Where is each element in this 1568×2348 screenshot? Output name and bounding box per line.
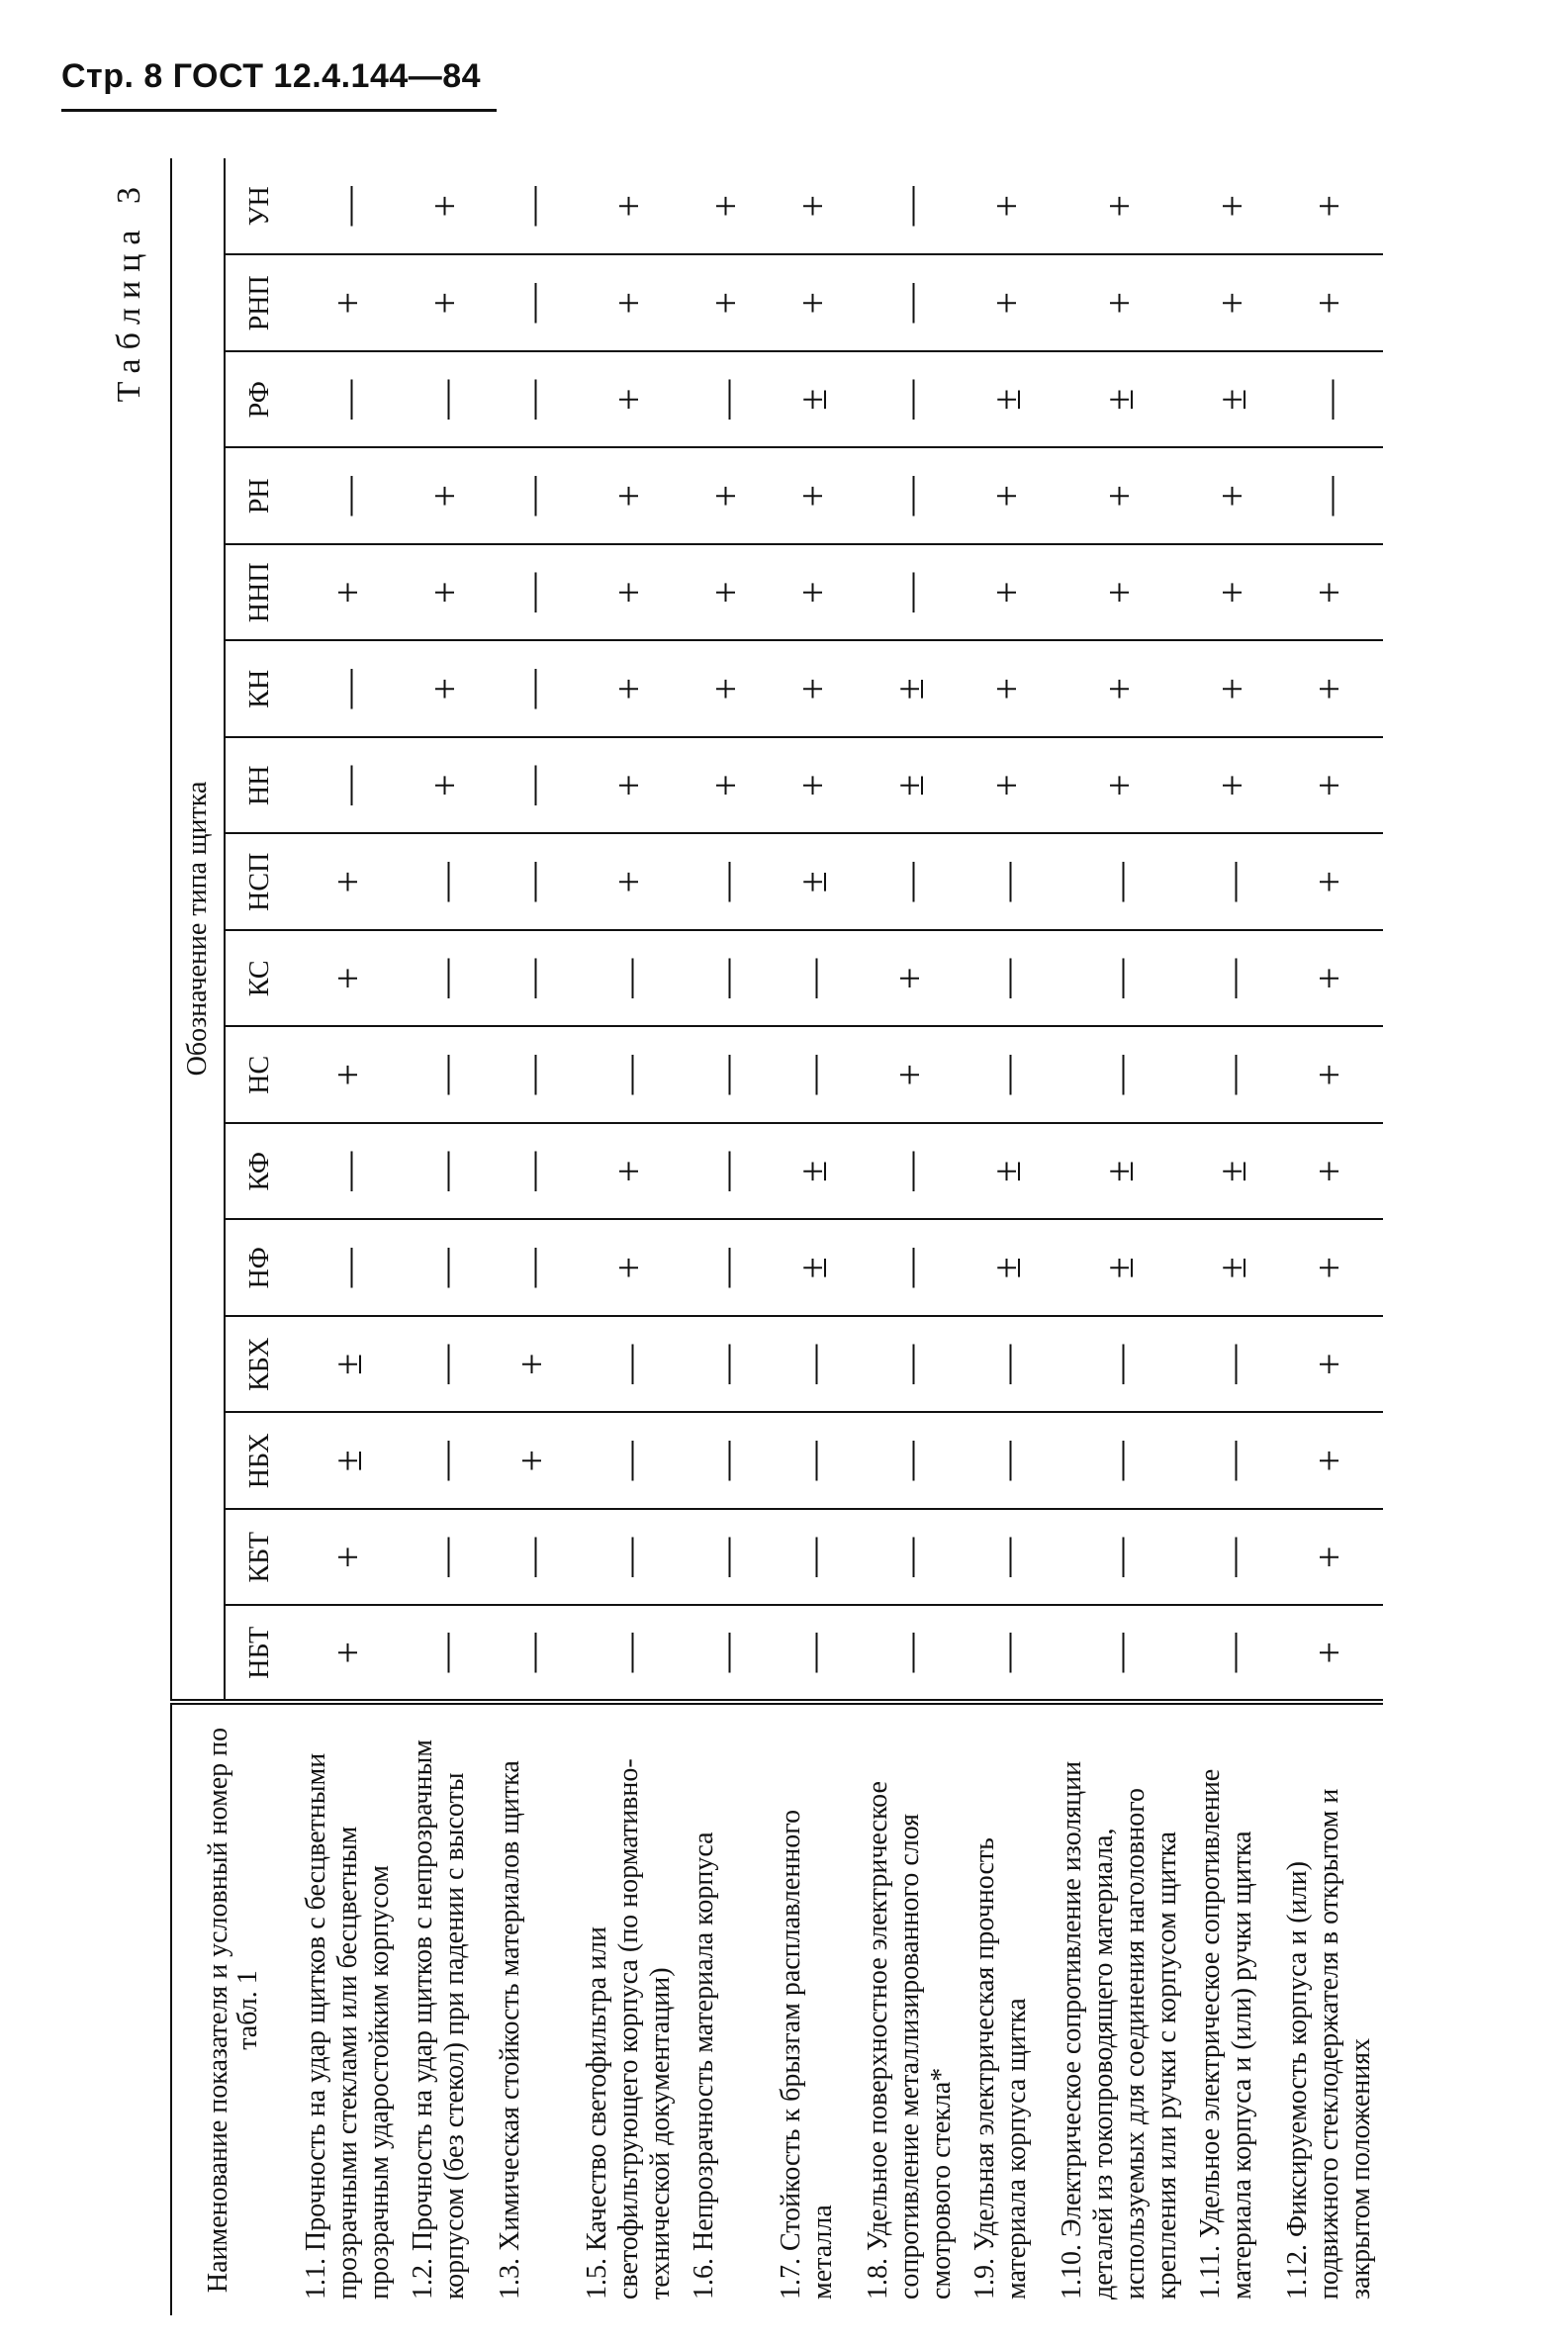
cell-mark: — — [1189, 930, 1276, 1027]
cell-mark: — — [857, 1413, 964, 1510]
cell-mark: — — [295, 737, 402, 834]
row-indicator-name: 1.6. Непрозрачность материала корпуса — [689, 1831, 719, 2300]
cell-mark: + — [1189, 448, 1276, 545]
type-code-header: РНП — [225, 255, 295, 352]
cell-mark: + — [1051, 158, 1189, 255]
cell-mark: — — [489, 255, 576, 352]
cell-mark: ± — [964, 351, 1051, 448]
cell-mark: — — [1051, 1413, 1189, 1510]
cell-mark: ± — [770, 1123, 857, 1220]
cell-mark: + — [1276, 1027, 1383, 1124]
cell-mark: — — [1189, 1606, 1276, 1703]
cell-mark: — — [1051, 930, 1189, 1027]
cell-mark: — — [857, 1123, 964, 1220]
cell-mark: + — [402, 641, 489, 738]
cell-mark: — — [489, 351, 576, 448]
cell-mark: ± — [857, 737, 964, 834]
cell-mark: + — [402, 544, 489, 641]
cell-mark: — — [683, 1123, 770, 1220]
cell-mark: + — [1276, 544, 1383, 641]
cell-mark: + — [1276, 158, 1383, 255]
cell-mark: — — [1051, 1027, 1189, 1124]
cell-mark: — — [857, 834, 964, 931]
cell-mark: — — [295, 1220, 402, 1317]
table-row — [1189, 158, 1276, 2315]
cell-mark: + — [1189, 158, 1276, 255]
type-code-header: НН — [225, 737, 295, 834]
cell-mark: + — [1276, 255, 1383, 352]
cell-mark: ± — [770, 351, 857, 448]
type-code-header: КС — [225, 930, 295, 1027]
cell-mark: — — [489, 737, 576, 834]
cell-mark: — — [683, 1509, 770, 1606]
cell-mark: + — [1051, 255, 1189, 352]
cell-mark: ± — [1189, 1123, 1276, 1220]
cell-mark: — — [402, 1413, 489, 1510]
cell-mark: ± — [964, 1220, 1051, 1317]
type-code-header: КБХ — [225, 1316, 295, 1413]
cell-mark: — — [489, 158, 576, 255]
cell-mark: + — [1276, 1220, 1383, 1317]
cell-mark: — — [1051, 1316, 1189, 1413]
cell-mark: — — [770, 1316, 857, 1413]
table-row — [1276, 158, 1383, 2315]
cell-mark: — — [402, 834, 489, 931]
cell-mark: — — [683, 1316, 770, 1413]
cell-mark: — — [1189, 1027, 1276, 1124]
cell-mark: + — [683, 448, 770, 545]
cell-mark: + — [295, 255, 402, 352]
cell-mark: + — [489, 1316, 576, 1413]
cell-mark: + — [964, 641, 1051, 738]
cell-mark: + — [402, 448, 489, 545]
cell-mark: ± — [857, 641, 964, 738]
type-code-header: НБТ — [225, 1606, 295, 1703]
table-row — [402, 158, 489, 2315]
cell-mark: — — [857, 544, 964, 641]
cell-mark: — — [683, 1606, 770, 1703]
cell-mark: + — [576, 448, 683, 545]
row-indicator-name: 1.11. Удельное электрическое сопротивление материала корпуса и (или) ручки щитка — [1195, 1768, 1257, 2300]
header-rule — [61, 109, 497, 112]
cell-mark: — — [576, 1316, 683, 1413]
type-code-header: НС — [225, 1027, 295, 1124]
cell-mark: — — [857, 1509, 964, 1606]
cell-mark: + — [295, 834, 402, 931]
cell-mark: — — [1189, 1316, 1276, 1413]
cell-mark: — — [489, 834, 576, 931]
type-code-header: КН — [225, 641, 295, 738]
type-code-header: РН — [225, 448, 295, 545]
cell-mark: — — [1276, 448, 1383, 545]
cell-mark: — — [402, 1123, 489, 1220]
table-row — [857, 158, 964, 2315]
cell-mark: — — [964, 1606, 1051, 1703]
cell-mark: — — [1189, 1509, 1276, 1606]
cell-mark: + — [295, 930, 402, 1027]
page-header: Стр. 8 ГОСТ 12.4.144—84 — [61, 57, 482, 95]
cell-mark: — — [857, 158, 964, 255]
cell-mark: + — [770, 158, 857, 255]
table-row — [1051, 158, 1189, 2315]
cell-mark: + — [770, 737, 857, 834]
cell-mark: — — [770, 1413, 857, 1510]
cell-mark: — — [857, 255, 964, 352]
cell-mark: — — [857, 1316, 964, 1413]
cell-mark: + — [402, 158, 489, 255]
cell-mark: ± — [770, 1220, 857, 1317]
cell-mark: — — [964, 1316, 1051, 1413]
cell-mark: + — [1189, 255, 1276, 352]
cell-mark: + — [576, 544, 683, 641]
cell-mark: + — [1276, 641, 1383, 738]
cell-mark: — — [402, 1509, 489, 1606]
table-row — [295, 158, 402, 2315]
cell-mark: + — [683, 255, 770, 352]
cell-mark: — — [1189, 834, 1276, 931]
table-3 — [170, 158, 1383, 2315]
row-indicator-name: 1.9. Удельная электрическая прочность материала корпуса щитка — [969, 1837, 1032, 2300]
row-indicator-name: 1.3. Химическая стойкость материалов щитка — [495, 1760, 525, 2300]
cell-mark: — — [683, 1220, 770, 1317]
cell-mark: — — [295, 351, 402, 448]
type-code-header: КБТ — [225, 1509, 295, 1606]
cell-mark: — — [1276, 351, 1383, 448]
cell-mark: — — [857, 1606, 964, 1703]
cell-mark: — — [576, 930, 683, 1027]
cell-mark: ± — [1051, 1123, 1189, 1220]
cell-mark: + — [1189, 544, 1276, 641]
table-caption: Таблица 3 — [111, 178, 147, 403]
cell-mark: — — [770, 1027, 857, 1124]
cell-mark: + — [770, 544, 857, 641]
cell-mark: + — [576, 255, 683, 352]
cell-mark: — — [964, 1413, 1051, 1510]
cell-mark: + — [576, 1123, 683, 1220]
cell-mark: — — [770, 1606, 857, 1703]
cell-mark: — — [1189, 1413, 1276, 1510]
cell-mark: — — [683, 1413, 770, 1510]
cell-mark: + — [1051, 448, 1189, 545]
table-row — [964, 158, 1051, 2315]
cell-mark: + — [964, 255, 1051, 352]
cell-mark: + — [576, 737, 683, 834]
cell-mark: + — [576, 641, 683, 738]
cell-mark: + — [1189, 641, 1276, 738]
cell-mark: ± — [1189, 351, 1276, 448]
cell-mark: — — [576, 1413, 683, 1510]
cell-mark: — — [576, 1509, 683, 1606]
cell-mark: + — [1276, 1123, 1383, 1220]
type-code-header: УН — [225, 158, 295, 255]
cell-mark: + — [1276, 1316, 1383, 1413]
cell-mark: — — [402, 1606, 489, 1703]
type-group-header: Обозначение типа щитка — [171, 158, 225, 1702]
cell-mark: + — [1051, 737, 1189, 834]
type-code-header: КФ — [225, 1123, 295, 1220]
cell-mark: ± — [295, 1316, 402, 1413]
cell-mark: + — [1276, 930, 1383, 1027]
cell-mark: — — [964, 834, 1051, 931]
cell-mark: + — [1276, 1606, 1383, 1703]
name-column-header: Наименование показателя и условный номер по табл. 1 — [171, 1702, 295, 2315]
cell-mark: + — [295, 1606, 402, 1703]
cell-mark: ± — [295, 1413, 402, 1510]
row-indicator-name: 1.10. Электрическое сопротивление изоляции деталей из токопроводящего материала, используемых для соединения наголовного крепления или ручки с корпусом щитка — [1057, 1760, 1182, 2300]
table-row — [576, 158, 683, 2315]
cell-mark: + — [576, 158, 683, 255]
cell-mark: + — [770, 641, 857, 738]
type-code-header: ННП — [225, 544, 295, 641]
cell-mark: — — [402, 351, 489, 448]
cell-mark: + — [770, 255, 857, 352]
row-indicator-name: 1.12. Фиксируемость корпуса и (или) подвижного стеклодержателя в открытом и закрытом положениях — [1282, 1788, 1376, 2300]
cell-mark: — — [489, 544, 576, 641]
cell-mark: — — [402, 930, 489, 1027]
row-indicator-name: 1.8. Удельное поверхностное электрическое сопротивление металлизированного слоя смотрового стекла* — [863, 1781, 957, 2300]
cell-mark: — — [1051, 1606, 1189, 1703]
cell-mark: — — [402, 1220, 489, 1317]
cell-mark: — — [857, 448, 964, 545]
table-row — [489, 158, 576, 2315]
cell-mark: + — [857, 1027, 964, 1124]
rotated-content — [111, 158, 1516, 2315]
cell-mark: — — [683, 1027, 770, 1124]
cell-mark: + — [295, 1027, 402, 1124]
cell-mark: — — [402, 1027, 489, 1124]
cell-mark: — — [489, 1606, 576, 1703]
cell-mark: + — [683, 544, 770, 641]
cell-mark: + — [1276, 834, 1383, 931]
cell-mark: + — [1276, 1413, 1383, 1510]
cell-mark: — — [857, 1220, 964, 1317]
cell-mark: + — [402, 737, 489, 834]
cell-mark: — — [576, 1027, 683, 1124]
cell-mark: + — [964, 448, 1051, 545]
cell-mark: — — [402, 1316, 489, 1413]
cell-mark: — — [857, 351, 964, 448]
cell-mark: + — [1276, 1509, 1383, 1606]
cell-mark: + — [489, 1413, 576, 1510]
cell-mark: — — [770, 1509, 857, 1606]
cell-mark: — — [683, 351, 770, 448]
cell-mark: — — [489, 930, 576, 1027]
cell-mark: ± — [1051, 351, 1189, 448]
cell-mark: + — [576, 1220, 683, 1317]
cell-mark: — — [295, 1123, 402, 1220]
cell-mark: — — [964, 930, 1051, 1027]
cell-mark: + — [1051, 544, 1189, 641]
type-code-header: РФ — [225, 351, 295, 448]
cell-mark: + — [402, 255, 489, 352]
cell-mark: + — [576, 834, 683, 931]
cell-mark: + — [576, 351, 683, 448]
table-row — [770, 158, 857, 2315]
type-code-header: НФ — [225, 1220, 295, 1317]
cell-mark: + — [683, 737, 770, 834]
table-row — [683, 158, 770, 2315]
cell-mark: + — [683, 641, 770, 738]
cell-mark: ± — [1189, 1220, 1276, 1317]
cell-mark: — — [683, 834, 770, 931]
cell-mark: — — [489, 641, 576, 738]
cell-mark: + — [964, 158, 1051, 255]
cell-mark: + — [295, 544, 402, 641]
row-indicator-name: 1.2. Прочность на удар щитков с непрозрачным корпусом (без стекол) при падении с высоты — [408, 1739, 470, 2300]
row-indicator-name: 1.1. Прочность на удар щитков с бесцветными прозрачными стеклами или бесцветным прозрачным ударостойким корпусом — [301, 1752, 395, 2300]
cell-mark: — — [295, 158, 402, 255]
cell-mark: ± — [964, 1123, 1051, 1220]
cell-mark: ± — [1051, 1220, 1189, 1317]
cell-mark: — — [1051, 834, 1189, 931]
cell-mark: + — [1051, 641, 1189, 738]
rotated-table-area — [111, 158, 1516, 2315]
cell-mark: + — [770, 448, 857, 545]
type-code-header: НСП — [225, 834, 295, 931]
cell-mark: + — [1276, 737, 1383, 834]
cell-mark: — — [576, 1606, 683, 1703]
cell-mark: — — [1051, 1509, 1189, 1606]
cell-mark: — — [295, 641, 402, 738]
cell-mark: + — [295, 1509, 402, 1606]
cell-mark: — — [770, 930, 857, 1027]
cell-mark: — — [489, 1123, 576, 1220]
cell-mark: — — [489, 1509, 576, 1606]
cell-mark: — — [964, 1027, 1051, 1124]
cell-mark: — — [489, 1220, 576, 1317]
cell-mark: ± — [770, 834, 857, 931]
row-indicator-name: 1.5. Качество светофильтра или светофильтрующего корпуса (по нормативно-технической документации) — [582, 1758, 676, 2300]
cell-mark: — — [964, 1509, 1051, 1606]
cell-mark: + — [964, 544, 1051, 641]
row-indicator-name: 1.7. Стойкость к брызгам расплавленного металла — [776, 1809, 838, 2300]
cell-mark: + — [964, 737, 1051, 834]
cell-mark: — — [295, 448, 402, 545]
cell-mark: + — [683, 158, 770, 255]
type-code-header: НБХ — [225, 1413, 295, 1510]
cell-mark: — — [489, 448, 576, 545]
cell-mark: — — [489, 1027, 576, 1124]
cell-mark: — — [683, 930, 770, 1027]
cell-mark: + — [857, 930, 964, 1027]
cell-mark: + — [1189, 737, 1276, 834]
table-body — [295, 158, 1383, 2315]
